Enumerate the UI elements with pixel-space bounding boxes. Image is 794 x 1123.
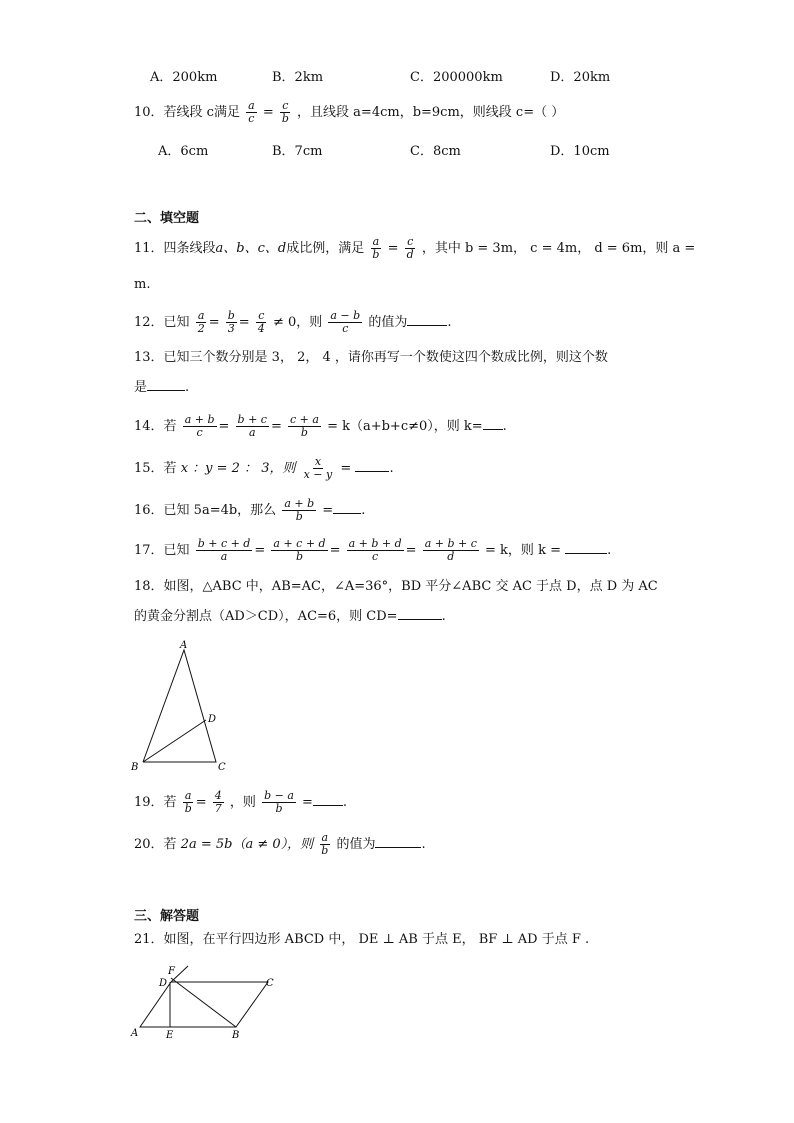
label-a: A [180, 640, 188, 651]
q13-answer-blank[interactable] [147, 378, 185, 391]
label-c: C [218, 762, 226, 773]
q15-answer-blank[interactable] [355, 459, 389, 472]
question-20: 20．若 2a = 5b（a ≠ 0），则 $\frac{a}{b}$ 的值为 . [134, 831, 426, 857]
q16-answer-blank[interactable] [333, 501, 361, 514]
q17-answer-blank[interactable] [565, 541, 607, 554]
label-d: D [159, 978, 168, 989]
q9-option-c: C．200000km [410, 70, 503, 85]
question-12: 12．已知 $\frac{a}{2}$ = $\frac{b}{3}$ = $\frac{c}{4}$ ≠ 0，则 $\frac{a - b}{c}$ 的值为 . [134, 309, 452, 335]
section-fill-in-title: 二、填空题 [134, 211, 200, 226]
question-18-line2: 的黄金分割点（AD＞CD），AC=6，则 CD= . [134, 609, 446, 624]
question-19: 19．若 $\frac{a}{b}$ = $\frac{4}{7}$ ，则 $\frac{b - a}{b}$ = . [134, 789, 348, 815]
q10-option-d: D．10cm [550, 144, 610, 159]
question-11: 11．四条线段a、b、c、d成比例，满足 $\frac{a}{b}$ = $\frac{c}{d}$ ，其中 b = 3m， c = 4m， d = 6m，则 a = [134, 235, 696, 261]
q18-answer-blank[interactable] [398, 607, 442, 620]
q10-suffix: ，且线段 a=4cm，b=9cm，则线段 c=（ ） [297, 105, 565, 120]
q11-fraction-a-b: $\frac{a}{b}$ [372, 235, 380, 261]
question-14: 14．若 $\frac{a + b}{c}$ = $\frac{b + c}{a}$ = $\frac{c + a}{b}$ = k（a+b+c≠0），则 k= . [134, 413, 507, 439]
q20-answer-blank[interactable] [375, 835, 421, 848]
section-solve-title: 三、解答题 [134, 909, 200, 924]
question-16: 16．已知 5a=4b，那么 $\frac{a + b}{b}$ = . [134, 497, 366, 523]
question-11-line2: m. [134, 277, 151, 292]
question-13-line2: 是 . [134, 380, 190, 395]
label-b: B [131, 762, 139, 773]
q11-fraction-c-d: $\frac{c}{d}$ [406, 235, 414, 261]
question-13: 13．已知三个数分别是 3， 2， 4 ，请你再写一个数使这四个数成比例，则这个数 [134, 350, 608, 365]
label-a: A [131, 1028, 139, 1039]
q14-answer-blank[interactable] [483, 417, 503, 430]
q19-answer-blank[interactable] [313, 793, 343, 806]
question-17: 17．已知 $\frac{b + c + d}{a}$ = $\frac{a + c + d}{b}$ = $\frac{a + b + d}{c}$ = $\frac{a + b + c}{d}$ = k，则 k = . [134, 537, 612, 563]
q21-parallelogram-figure [128, 962, 278, 1042]
question-21: 21．如图，在平行四边形 ABCD 中， DE ⊥ AB 于点 E， BF ⊥ AD 于点 F . [134, 932, 590, 947]
q10-prefix: 10．若线段 c满足 [134, 105, 240, 120]
triangle-abc [143, 650, 216, 762]
label-b: B [232, 1030, 240, 1041]
q9-option-a: A．200km [150, 70, 218, 85]
question-10: 10．若线段 c满足 $\frac{a}{c}$ = $\frac{c}{b}$ ，且线段 a=4cm，b=9cm，则线段 c=（ ） [134, 99, 565, 125]
segment-bf [171, 978, 236, 1027]
segment-bd [143, 720, 206, 762]
label-f: F [168, 966, 175, 977]
label-e: E [166, 1030, 174, 1041]
q10-option-b: B．7cm [272, 144, 323, 159]
q9-option-d: D．20km [550, 70, 611, 85]
q10-fraction-a-c: $\frac{a}{c}$ [248, 99, 255, 125]
question-18: 18．如图，△ABC 中，AB=AC，∠A=36°，BD 平分∠ABC 交 AC 于点 D，点 D 为 AC [134, 579, 658, 594]
q9-option-b: B．2km [272, 70, 324, 85]
q18-triangle-figure [128, 638, 238, 774]
label-c: C [266, 978, 274, 989]
q12-answer-blank[interactable] [407, 313, 447, 326]
label-d: D [208, 714, 217, 725]
q10-fraction-c-b: $\frac{c}{b}$ [281, 99, 289, 125]
q10-option-a: A．6cm [158, 144, 209, 159]
question-15: 15．若 x ：y = 2 ： 3，则 $\frac{x}{x - y}$ = . [134, 455, 394, 481]
q10-option-c: C．8cm [410, 144, 461, 159]
